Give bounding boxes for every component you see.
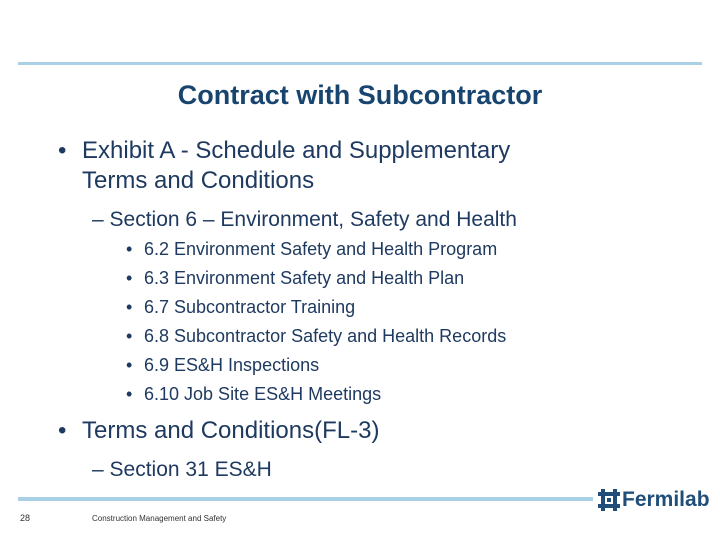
top-divider xyxy=(18,62,702,65)
list-item xyxy=(126,267,566,289)
bullet-marker: • xyxy=(126,326,133,346)
bullet-marker: • xyxy=(126,297,133,317)
bullet-marker: • xyxy=(58,137,67,164)
bottom-divider xyxy=(18,497,593,501)
bullet-marker: • xyxy=(126,268,133,288)
bullet-marker: • xyxy=(126,239,133,259)
footer-text: Construction Management and Safety xyxy=(92,514,227,523)
list-item xyxy=(126,296,566,318)
fermilab-logo xyxy=(598,488,710,516)
bullet-text: Terms and Conditions(FL-3) xyxy=(82,417,380,444)
bullet-text-line-2: Terms and Conditions xyxy=(82,167,315,194)
sub-item-section-31: – Section 31 ES&H xyxy=(92,458,272,481)
bullet-marker: • xyxy=(126,384,133,404)
list-item-text: 6.3 Environment Safety and Health Plan xyxy=(144,268,465,288)
list-item xyxy=(126,325,566,347)
bullet-item-exhibit-a xyxy=(58,136,618,196)
list-item-text: 6.2 Environment Safety and Health Program xyxy=(144,239,498,259)
page-number: 28 xyxy=(20,513,31,523)
list-item xyxy=(126,238,566,260)
list-item-text: 6.9 ES&H Inspections xyxy=(144,355,320,375)
slide-title xyxy=(0,80,720,111)
list-item xyxy=(126,383,566,405)
list-item xyxy=(126,354,566,376)
slide-title-text: Contract with Subcontractor xyxy=(177,80,543,110)
sub-item-section-6: – Section 6 – Environment, Safety and Health xyxy=(92,208,517,231)
list-item-text: 6.7 Subcontractor Training xyxy=(144,297,356,317)
bullet-text-line-1: Exhibit A - Schedule and Supplementary xyxy=(82,137,511,164)
bullet-item-terms-conditions xyxy=(58,416,618,446)
list-item-text: 6.8 Subcontractor Safety and Health Records xyxy=(144,326,507,346)
bullet-marker: • xyxy=(58,417,67,444)
fermilab-logo-icon xyxy=(598,489,620,511)
logo-text: Fermilab xyxy=(622,488,710,511)
bullet-marker: • xyxy=(126,355,133,375)
list-item-text: 6.10 Job Site ES&H Meetings xyxy=(144,384,382,404)
